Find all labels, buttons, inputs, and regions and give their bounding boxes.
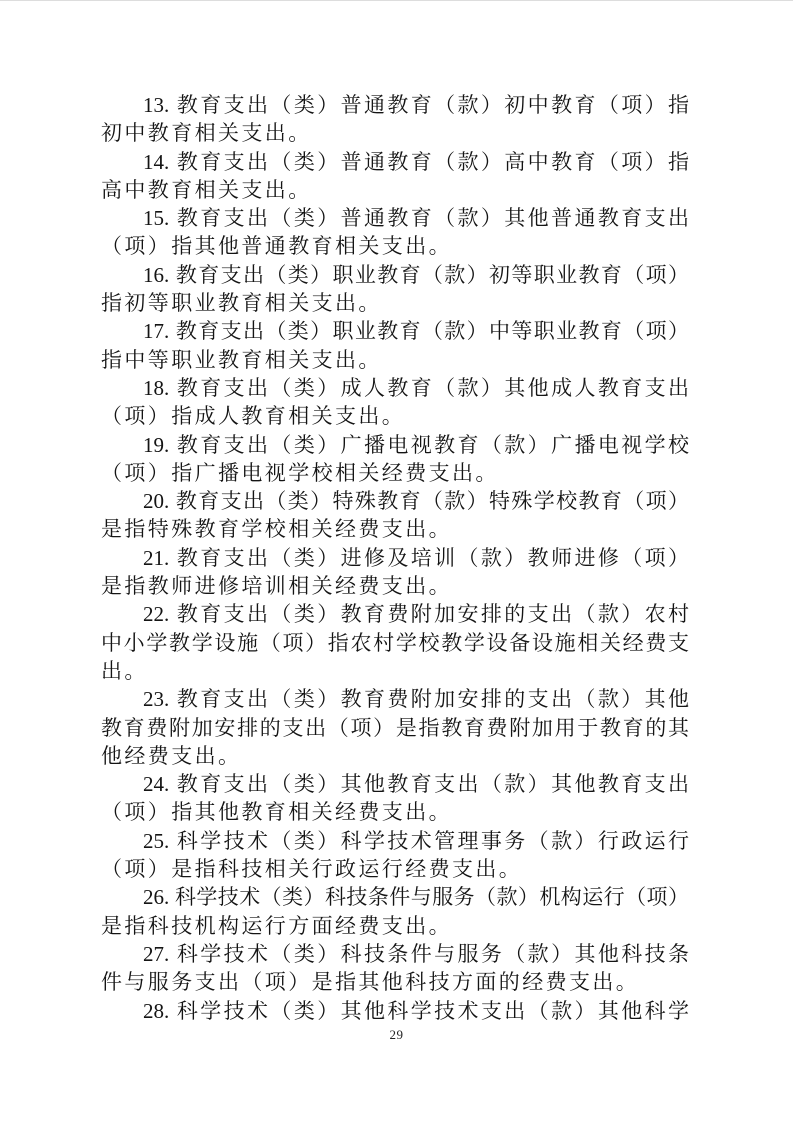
text-line: 是指特殊教育学校相关经费支出。	[101, 517, 452, 542]
paragraph-item-27	[101, 940, 689, 997]
paragraph-item-22	[101, 600, 689, 685]
paragraph-item-18	[101, 374, 689, 431]
paragraph-item-19	[101, 431, 689, 488]
text-line: 23. 教育支出（类）教育费附加安排的支出（款）其他	[143, 687, 689, 712]
paragraph-item-21	[101, 544, 689, 601]
paragraph-item-23	[101, 685, 689, 770]
text-line: 指初等职业教育相关支出。	[101, 291, 382, 316]
page-content	[101, 91, 689, 1025]
text-line: 27. 科学技术（类）科技条件与服务（款）其他科技条	[143, 941, 689, 966]
text-line: （项）是指科技相关行政运行经费支出。	[101, 857, 523, 882]
paragraph-item-17	[101, 317, 689, 374]
text-line: 14. 教育支出（类）普通教育（款）高中教育（项）指	[143, 149, 689, 174]
text-line: 13. 教育支出（类）普通教育（款）初中教育（项）指	[143, 93, 689, 117]
text-line: 15. 教育支出（类）普通教育（款）其他普通教育支出	[143, 206, 689, 231]
text-line: （项）指其他普通教育相关支出。	[101, 234, 452, 259]
text-line: 16. 教育支出（类）职业教育（款）初等职业教育（项）	[143, 262, 689, 287]
paragraph-item-26	[101, 883, 689, 940]
paragraph-item-15	[101, 204, 689, 261]
paragraph-item-13	[101, 91, 689, 148]
text-line: 中小学教学设施（项）指农村学校教学设备设施相关经费支	[101, 630, 689, 655]
text-line: 20. 教育支出（类）特殊教育（款）特殊学校教育（项）	[143, 489, 689, 514]
text-line: 教育费附加安排的支出（项）是指教育费附加用于教育的其	[101, 715, 689, 740]
paragraph-item-25	[101, 827, 689, 884]
text-line: 26. 科学技术（类）科技条件与服务（款）机构运行（项）	[143, 885, 689, 910]
text-line: 指中等职业教育相关支出。	[101, 347, 382, 372]
paragraph-item-20	[101, 487, 689, 544]
text-line: 25. 科学技术（类）科学技术管理事务（款）行政运行	[143, 828, 689, 853]
text-line: 是指教师进修培训相关经费支出。	[101, 574, 452, 599]
page-number: 29	[389, 1027, 404, 1042]
text-line: 件与服务支出（项）是指其他科技方面的经费支出。	[101, 970, 640, 995]
paragraph-item-14	[101, 148, 689, 205]
text-line: 是指科技机构运行方面经费支出。	[101, 913, 452, 938]
text-line: 24. 教育支出（类）其他教育支出（款）其他教育支出	[143, 772, 689, 797]
text-line: 高中教育相关支出。	[101, 177, 312, 202]
text-line: 出。	[101, 658, 148, 683]
text-line: 28. 科学技术（类）其他科学技术支出（款）其他科学	[143, 998, 689, 1023]
text-line: 初中教育相关支出。	[101, 121, 312, 146]
paragraph-item-24	[101, 770, 689, 827]
text-line: 19. 教育支出（类）广播电视教育（款）广播电视学校	[143, 432, 689, 457]
text-line: （项）指广播电视学校相关经费支出。	[101, 460, 499, 485]
text-line: （项）指其他教育相关经费支出。	[101, 800, 452, 825]
text-line: 18. 教育支出（类）成人教育（款）其他成人教育支出	[143, 375, 689, 400]
text-line: 17. 教育支出（类）职业教育（款）中等职业教育（项）	[143, 319, 689, 344]
paragraph-item-28	[101, 997, 689, 1025]
paragraph-item-16	[101, 261, 689, 318]
text-line: 他经费支出。	[101, 743, 242, 768]
page-top-edge	[0, 0, 793, 1]
text-line: 22. 教育支出（类）教育费附加安排的支出（款）农村	[143, 602, 689, 627]
text-line: （项）指成人教育相关支出。	[101, 404, 406, 429]
text-line: 21. 教育支出（类）进修及培训（款）教师进修（项）	[143, 545, 689, 570]
